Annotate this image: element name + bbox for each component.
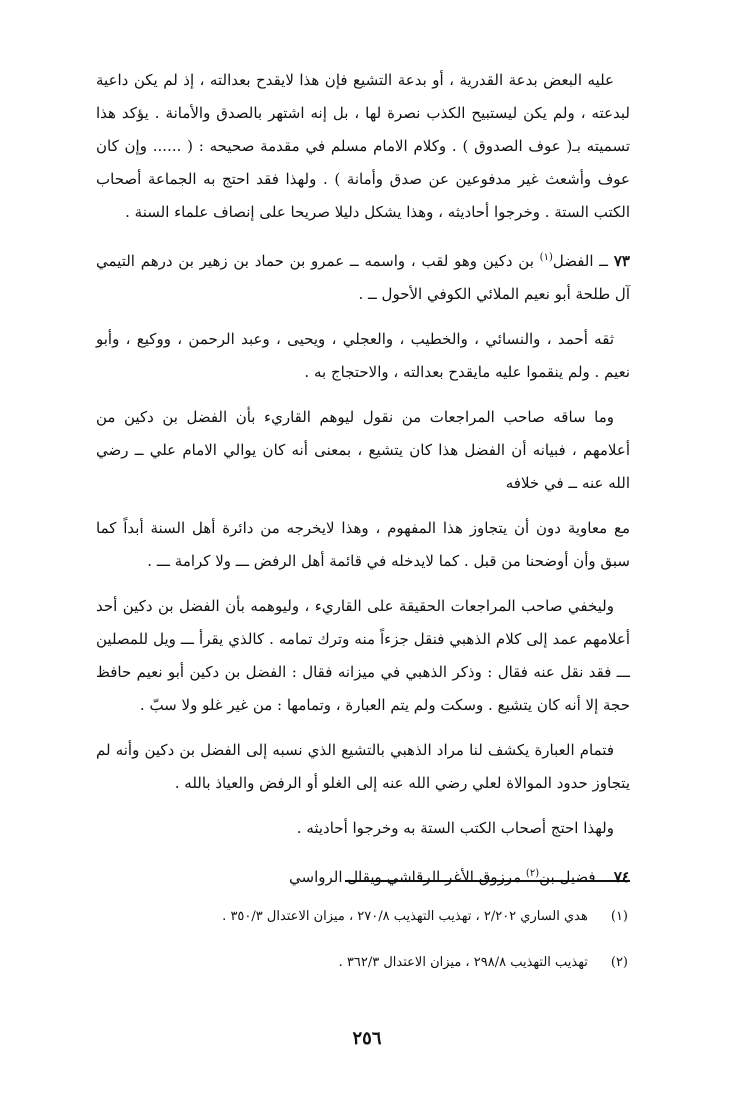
footnote-text: تهذيب التهذيب ٢٩٨/٨ ، ميزان الاعتدال ٣٦٢/٣ . <box>338 955 588 970</box>
footnote <box>94 906 628 928</box>
page-number: ٢٥٦ <box>352 1028 382 1049</box>
paragraph: وليخفي صاحب المراجعات الحقيقة على القاريء ، وليوهمه بأن الفضل بن دكين أحد أعلامهم عمد إلى كلام الذهبي فنقل جزءاً منه وترك تمامه . كالذي يقرأ ـــ ويل للمصلين ـــ فقد نقل عنه فقال : وذكر الذهبي في ميزانه فقال : الفضل بن دكين أبو نعيم حافظ حجة إلا أنه كان يتشيع . وسكت ولم يتم العبارة ، وتمامها : من غير غلو ولا سبّ . <box>96 597 630 714</box>
entry-number: ٧٣ <box>613 252 630 270</box>
footnote <box>94 952 628 974</box>
footnote-ref: (١) <box>539 252 553 263</box>
paragraph: ثقه أحمد ، والنسائي ، والخطيب ، والعجلي ، ويحيى ، وعبد الرحمن ، ووكيع ، وأبو نعيم . ولم ينقموا عليه مايقدح بعدالته ، والاحتجاج به . <box>96 330 630 381</box>
footnotes <box>94 906 628 998</box>
footnote-text: هدي الساري ٢/٢٠٢ ، تهذيب التهذيب ٢٧٠/٨ ، ميزان الاعتدال ٣٥٠/٣ . <box>222 909 588 924</box>
main-text <box>96 64 630 906</box>
entry-number: ٧٤ <box>613 868 630 886</box>
paragraph: ولهذا احتج أصحاب الكتب الستة به وخرجوا أحاديثه . <box>296 819 614 837</box>
entry-text: بن دكين وهو لقب ، واسمه ــ عمرو بن حماد بن زهير بن درهم التيمي آل طلحة أبو نعيم الملائي الكوفي الأحول ــ . <box>96 252 630 303</box>
entry-head: ــ فضيل بن <box>539 868 610 886</box>
entry-text: مرزوق الأغر الرقاشي ويقال الرواسي <box>289 868 526 886</box>
entry-head: ــ الفضل <box>552 252 609 270</box>
footnote-number: (١) <box>610 909 628 924</box>
paragraph: عليه البعض بدعة القدرية ، أو بدعة التشيع فإن هذا لايقدح بعدالته ، إذ لم يكن داعية لبدعته ، ولم يكن ليستبيح الكذب نصرة لها ، بل إنه اشتهر بالصدق والأمانة . يؤكد هذا تسميته بـ( عوف الصدوق ) . وكلام الامام مسلم في مقدمة صحيحه : ( ...... وإن كان عوف وأشعث غير مدفوعين عن صدق وأمانة ) . ولهذا فقد احتج به الجماعة أصحاب الكتب الستة . وخرجوا أحاديثه ، وهذا يشكل دليلا صريحا على إنصاف علماء السنة . <box>96 71 630 221</box>
paragraph: مع معاوية دون أن يتجاوز هذا المفهوم ، وهذا لايخرجه من دائرة أهل السنة أبداً كما سبق وأن أوضحنا من قبل . كما لايدخله في قائمة أهل الرفض ـــ ولا كرامة ـــ . <box>96 519 630 570</box>
footnote-number: (٢) <box>610 955 628 970</box>
paragraph: فتمام العبارة يكشف لنا مراد الذهبي بالتشيع الذي نسبه إلى الفضل بن دكين وأنه لم يتجاوز حدود الموالاة لعلي رضي الله عنه إلى الغلو أو الرفض والعياذ بالله . <box>96 741 630 792</box>
entry-74 <box>96 857 630 894</box>
footnote-ref: (٢) <box>525 868 540 879</box>
paragraph: وما ساقه صاحب المراجعات من نقول ليوهم القاريء بأن الفضل بن دكين من أعلامهم ، فبيانه أن الفضل هذا كان يتشيع ، بمعنى أنه كان يوالي الامام علي ــ رضي الله عنه ــ في خلافه <box>96 408 630 492</box>
footnote-divider <box>345 880 630 882</box>
entry-73 <box>96 241 630 311</box>
